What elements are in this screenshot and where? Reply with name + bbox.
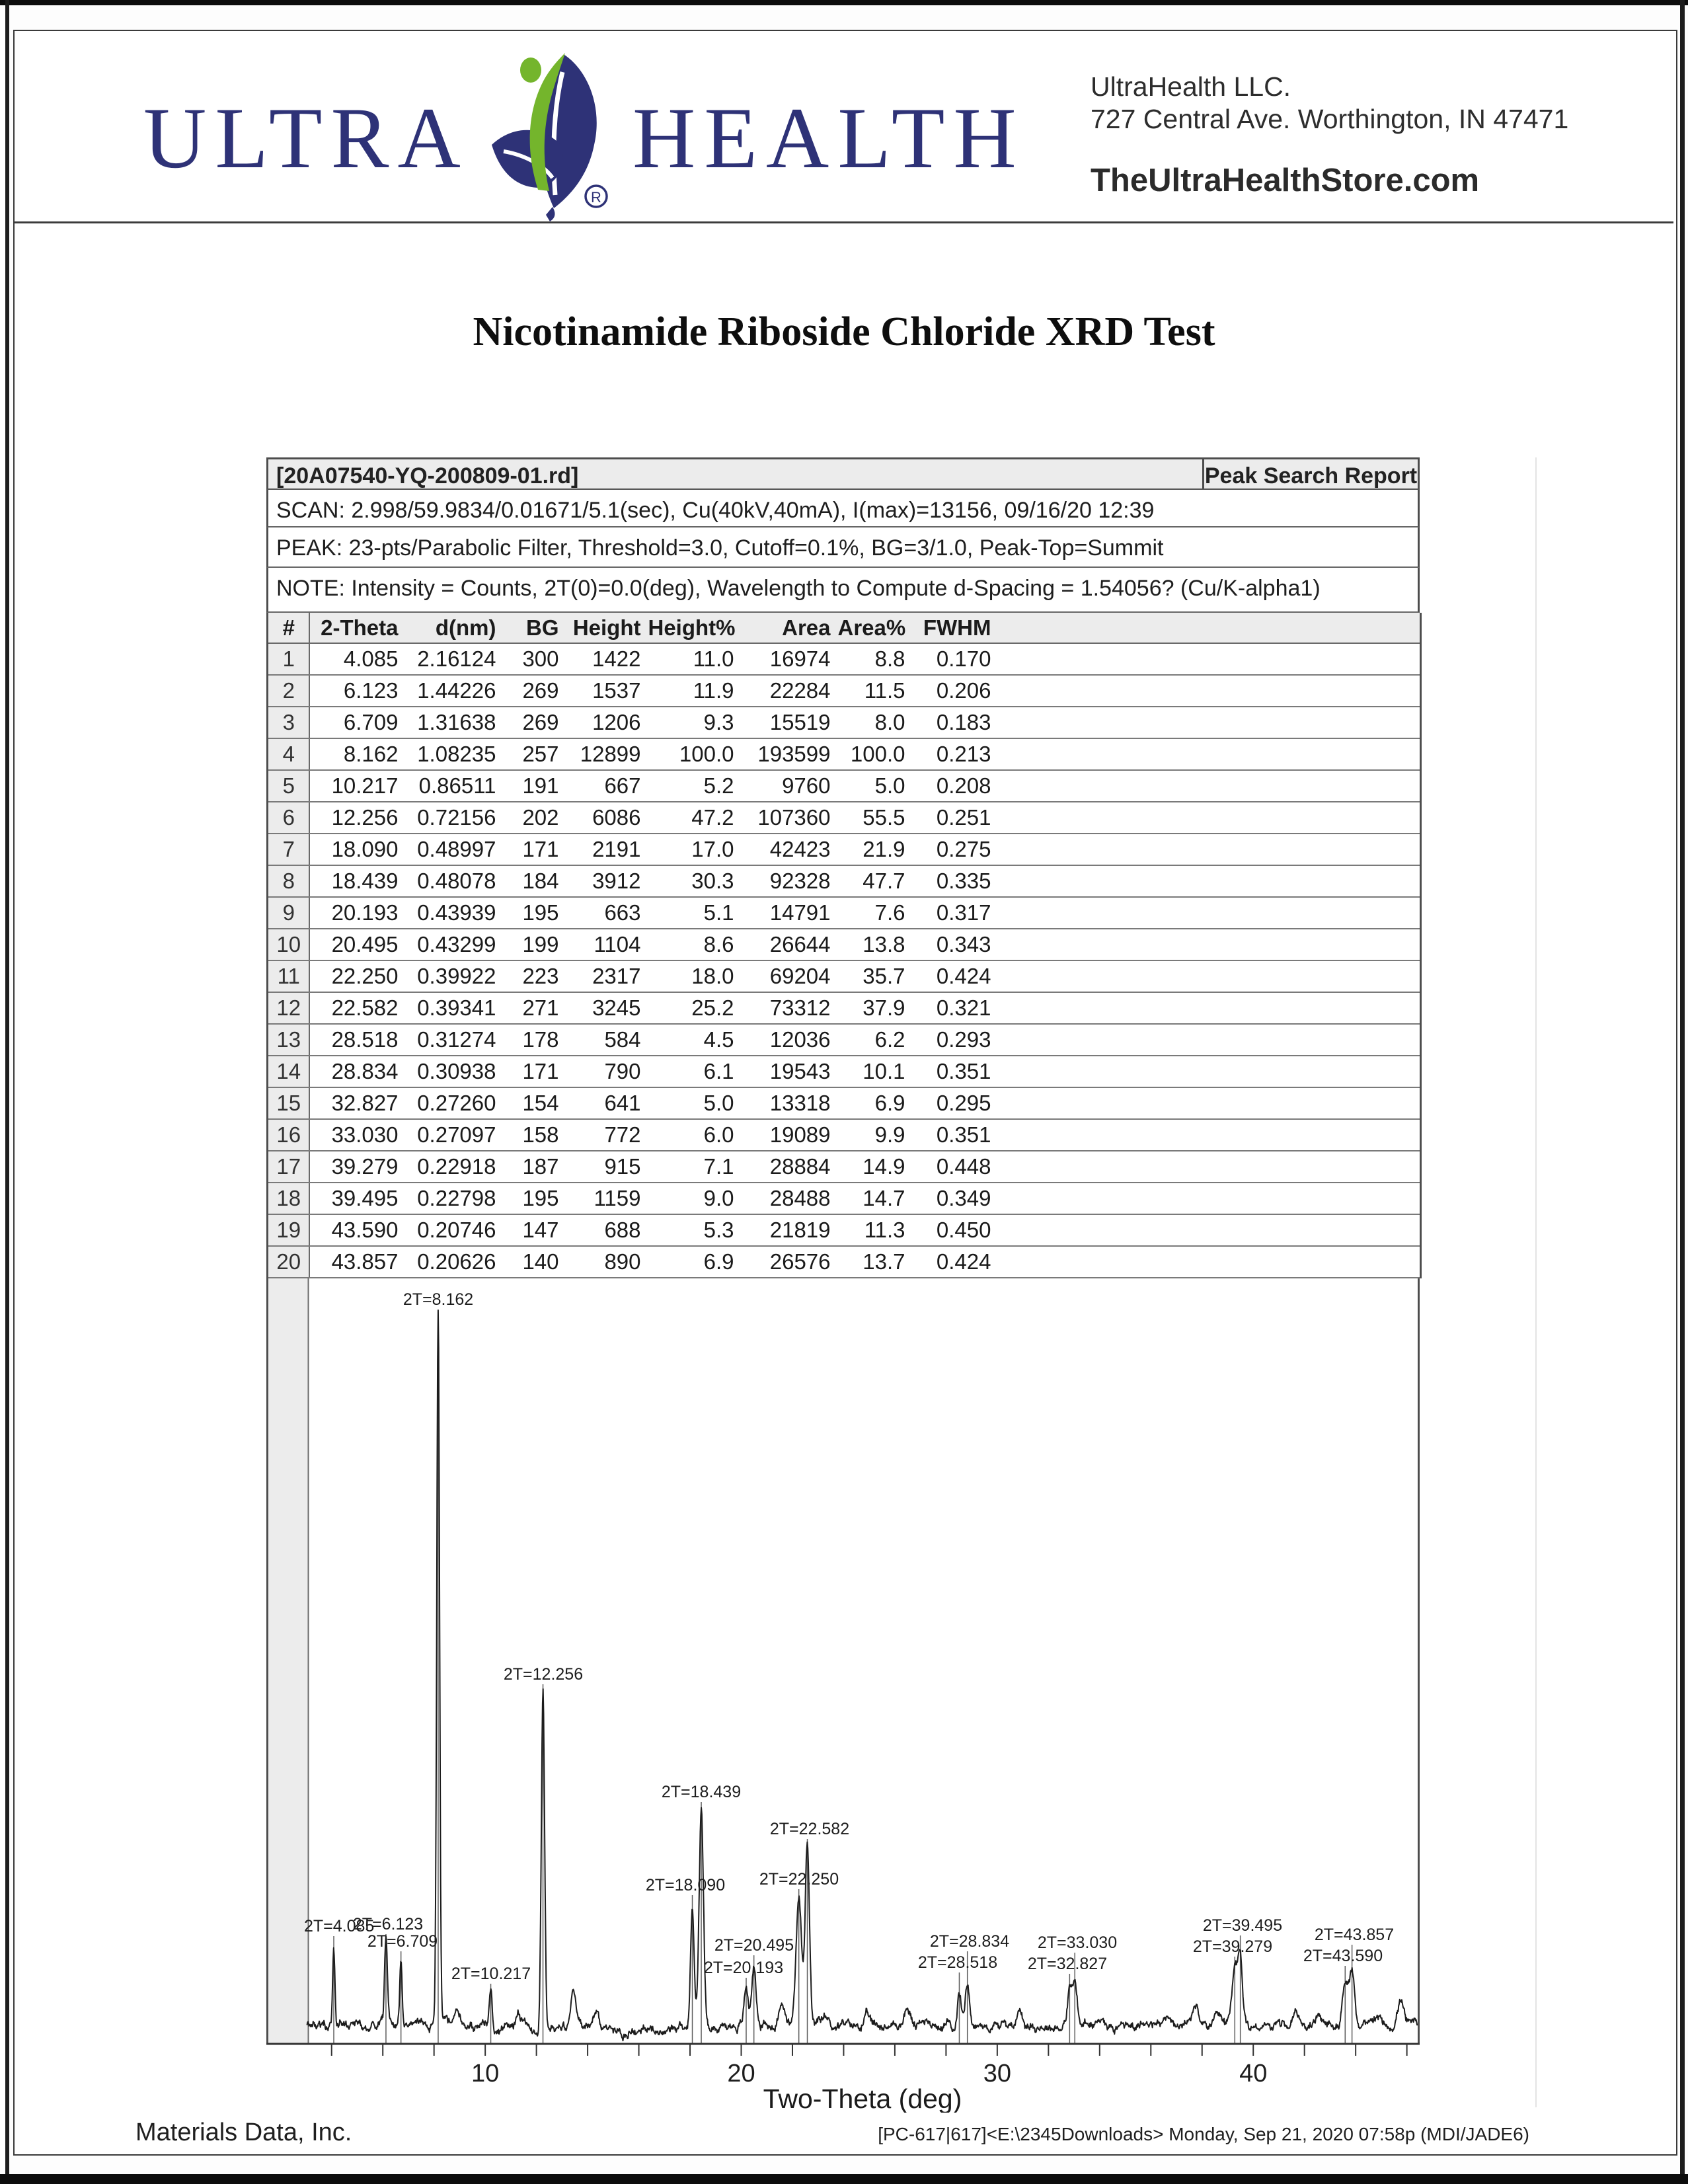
cell: 5.1 (648, 897, 741, 929)
cell: 0.295 (912, 1087, 998, 1119)
cell: 6.2 (837, 1024, 912, 1056)
cell: 3245 (566, 992, 648, 1024)
table-row (268, 1024, 1421, 1056)
peak-label: 2T=18.090 (645, 1876, 726, 1894)
cell: 32.827 (309, 1087, 405, 1119)
table-row (268, 675, 1421, 707)
cell: 30.3 (648, 865, 741, 897)
peak-label: 2T=8.162 (403, 1290, 474, 1309)
cell: 0.20626 (405, 1246, 503, 1278)
cell: 5 (268, 770, 309, 802)
cell: 158 (503, 1119, 566, 1151)
cell: 5.3 (648, 1214, 741, 1246)
cell: 22.582 (309, 992, 405, 1024)
cell: 178 (503, 1024, 566, 1056)
cell: 6.1 (648, 1056, 741, 1087)
cell: 55.5 (837, 802, 912, 834)
cell: 6.0 (648, 1119, 741, 1151)
cell: 199 (503, 929, 566, 960)
logo-word-ultra: ULTRA (143, 89, 469, 186)
cell: 21819 (741, 1214, 837, 1246)
cell: 21.9 (837, 834, 912, 865)
company-street: 727 Central Ave. Worthington, IN 47471 (1091, 104, 1569, 134)
cell: 43.857 (309, 1246, 405, 1278)
footer-fileinfo: [PC-617|617]<E:\2345Downloads> Monday, Sep 21, 2020 07:58p (MDI/JADE6) (878, 2124, 1529, 2144)
cell: 12 (268, 992, 309, 1024)
table-row (268, 738, 1421, 770)
cell: 1159 (566, 1183, 648, 1214)
peak-label: 2T=6.709 (367, 1932, 438, 1951)
cell: 0.20746 (405, 1214, 503, 1246)
cell: 14.9 (837, 1151, 912, 1183)
cell: 0.43299 (405, 929, 503, 960)
cell: 195 (503, 897, 566, 929)
report-titlebar (266, 457, 1420, 490)
peak-label: 2T=20.193 (703, 1959, 784, 1977)
table-row (268, 865, 1421, 897)
cell: 187 (503, 1151, 566, 1183)
cell: 14.7 (837, 1183, 912, 1214)
table-row (268, 1214, 1421, 1246)
cell: 271 (503, 992, 566, 1024)
peak-label: 2T=28.834 (929, 1932, 1010, 1951)
cell: 300 (503, 643, 566, 675)
cell: 0.351 (912, 1056, 998, 1087)
cell: 47.2 (648, 802, 741, 834)
scan-parameters: SCAN: 2.998/59.9834/0.01671/5.1(sec), Cu(40kV,40mA), I(max)=13156, 09/16/20 12:39 (266, 490, 1420, 527)
cell: 8.0 (837, 707, 912, 738)
cell: 4.5 (648, 1024, 741, 1056)
cell: 14 (268, 1056, 309, 1087)
cell: 12899 (566, 738, 648, 770)
scan-image-edge (1535, 457, 1537, 2107)
xrd-chart (266, 1278, 1420, 2113)
cell: 1 (268, 643, 309, 675)
cell: 28488 (741, 1183, 837, 1214)
cell: 0.48997 (405, 834, 503, 865)
cell: 3912 (566, 865, 648, 897)
cell: 171 (503, 834, 566, 865)
peak-label: 2T=28.518 (917, 1953, 998, 1972)
column-header: FWHM (912, 613, 998, 643)
cell: 4 (268, 738, 309, 770)
cell: 0.343 (912, 929, 998, 960)
column-header: Height% (648, 613, 741, 643)
column-header: Area (741, 613, 837, 643)
table-row (268, 960, 1421, 992)
cell: 14791 (741, 897, 837, 929)
footer-vendor: Materials Data, Inc. (135, 2119, 352, 2146)
cell: 0.321 (912, 992, 998, 1024)
cell: 35.7 (837, 960, 912, 992)
cell: 6.123 (309, 675, 405, 707)
company-address (1091, 71, 1568, 136)
cell: 69204 (741, 960, 837, 992)
cell: 26644 (741, 929, 837, 960)
cell: 33.030 (309, 1119, 405, 1151)
cell: 0.275 (912, 834, 998, 865)
cell: 5.0 (837, 770, 912, 802)
peak-label: 2T=39.279 (1192, 1937, 1273, 1956)
cell: 147 (503, 1214, 566, 1246)
cell: 13318 (741, 1087, 837, 1119)
cell: 191 (503, 770, 566, 802)
cell: 790 (566, 1056, 648, 1087)
cell: 1104 (566, 929, 648, 960)
cell: 0.424 (912, 960, 998, 992)
cell: 1.44226 (405, 675, 503, 707)
peak-parameters: PEAK: 23-pts/Parabolic Filter, Threshold=3.0, Cutoff=0.1%, BG=3/1.0, Peak-Top=Summit (266, 527, 1420, 568)
peak-label: 2T=12.256 (503, 1665, 584, 1684)
peak-label: 2T=33.030 (1037, 1933, 1118, 1952)
page-border-top (0, 0, 1688, 5)
cell: 4.085 (309, 643, 405, 675)
cell: 195 (503, 1183, 566, 1214)
cell: 1.08235 (405, 738, 503, 770)
table-row (268, 1087, 1421, 1119)
cell: 0.206 (912, 675, 998, 707)
cell: 6.9 (648, 1246, 741, 1278)
cell: 9.3 (648, 707, 741, 738)
peak-label: 2T=4.085 (304, 1917, 375, 1935)
peak-label: 2T=22.582 (769, 1820, 850, 1838)
ultrahealth-leaf-logo-icon (485, 44, 617, 221)
cell: 107360 (741, 802, 837, 834)
table-row (268, 802, 1421, 834)
cell: 0.424 (912, 1246, 998, 1278)
table-row (268, 707, 1421, 738)
cell: 0.27097 (405, 1119, 503, 1151)
cell: 19543 (741, 1056, 837, 1087)
cell: 663 (566, 897, 648, 929)
cell: 6.709 (309, 707, 405, 738)
cell: 0.448 (912, 1151, 998, 1183)
cell: 171 (503, 1056, 566, 1087)
cell: 890 (566, 1246, 648, 1278)
cell: 8.6 (648, 929, 741, 960)
column-header: d(nm) (405, 613, 503, 643)
cell: 0.39341 (405, 992, 503, 1024)
page-border-left (5, 0, 9, 2184)
cell: 19 (268, 1214, 309, 1246)
cell: 2.16124 (405, 643, 503, 675)
cell: 269 (503, 707, 566, 738)
cell: 15 (268, 1087, 309, 1119)
cell: 154 (503, 1087, 566, 1119)
peak-label: 2T=6.123 (352, 1915, 424, 1933)
cell: 667 (566, 770, 648, 802)
cell: 5.0 (648, 1087, 741, 1119)
cell: 0.22798 (405, 1183, 503, 1214)
cell: 9760 (741, 770, 837, 802)
cell: 11.0 (648, 643, 741, 675)
x-axis-title: Two-Theta (deg) (763, 2084, 962, 2113)
cell: 10.217 (309, 770, 405, 802)
cell: 8.162 (309, 738, 405, 770)
cell: 8.8 (837, 643, 912, 675)
cell: 9.0 (648, 1183, 741, 1214)
peak-search-report (266, 457, 1420, 2113)
cell: 28.834 (309, 1056, 405, 1087)
column-header: BG (503, 613, 566, 643)
axis-tick-label: 10 (471, 2060, 500, 2087)
cell: 43.590 (309, 1214, 405, 1246)
cell: 1.31638 (405, 707, 503, 738)
page-title: Nicotinamide Riboside Chloride XRD Test (473, 309, 1215, 354)
cell: 915 (566, 1151, 648, 1183)
cell: 7.1 (648, 1151, 741, 1183)
cell: 73312 (741, 992, 837, 1024)
cell: 0.293 (912, 1024, 998, 1056)
cell: 0.86511 (405, 770, 503, 802)
cell: 25.2 (648, 992, 741, 1024)
cell: 17 (268, 1151, 309, 1183)
table-row (268, 1119, 1421, 1151)
column-header: Area% (837, 613, 912, 643)
cell: 0.349 (912, 1183, 998, 1214)
peak-label: 2T=10.217 (451, 1965, 531, 1983)
cell: 2317 (566, 960, 648, 992)
cell: 20 (268, 1246, 309, 1278)
cell: 688 (566, 1214, 648, 1246)
cell: 10 (268, 929, 309, 960)
table-row (268, 1151, 1421, 1183)
cell: 10.1 (837, 1056, 912, 1087)
cell: 11.5 (837, 675, 912, 707)
cell: 19089 (741, 1119, 837, 1151)
table-row (268, 992, 1421, 1024)
cell: 2 (268, 675, 309, 707)
cell: 3 (268, 707, 309, 738)
cell: 2191 (566, 834, 648, 865)
cell: 0.450 (912, 1214, 998, 1246)
cell: 0.43939 (405, 897, 503, 929)
cell: 257 (503, 738, 566, 770)
peak-table-header-row (268, 613, 1421, 643)
peak-label: 2T=22.250 (759, 1870, 839, 1889)
table-row (268, 1246, 1421, 1278)
cell: 12.256 (309, 802, 405, 834)
cell: 22.250 (309, 960, 405, 992)
table-row (268, 834, 1421, 865)
cell: 100.0 (648, 738, 741, 770)
peak-label: 2T=43.590 (1303, 1947, 1383, 1965)
cell: 0.170 (912, 643, 998, 675)
table-row (268, 643, 1421, 675)
svg-text:R: R (591, 189, 601, 206)
peak-label: 2T=43.857 (1314, 1926, 1395, 1944)
cell: 1206 (566, 707, 648, 738)
axis-tick-label: 20 (727, 2060, 755, 2087)
header-divider (15, 221, 1673, 223)
cell: 0.335 (912, 865, 998, 897)
cell: 37.9 (837, 992, 912, 1024)
cell: 13 (268, 1024, 309, 1056)
cell: 18.439 (309, 865, 405, 897)
cell: 11.9 (648, 675, 741, 707)
cell: 0.27260 (405, 1087, 503, 1119)
table-row (268, 929, 1421, 960)
cell: 7 (268, 834, 309, 865)
cell: 0.213 (912, 738, 998, 770)
cell: 22284 (741, 675, 837, 707)
column-header: # (268, 613, 309, 643)
cell: 92328 (741, 865, 837, 897)
cell: 223 (503, 960, 566, 992)
column-header: Height (566, 613, 648, 643)
cell: 9 (268, 897, 309, 929)
cell: 140 (503, 1246, 566, 1278)
cell: 0.31274 (405, 1024, 503, 1056)
cell: 0.48078 (405, 865, 503, 897)
note-line: NOTE: Intensity = Counts, 2T(0)=0.0(deg), Wavelength to Compute d-Spacing = 1.54056? (Cu/K-alpha1) (266, 568, 1420, 613)
peak-label: 2T=39.495 (1202, 1916, 1283, 1935)
cell: 28884 (741, 1151, 837, 1183)
cell: 0.30938 (405, 1056, 503, 1087)
cell: 269 (503, 675, 566, 707)
peak-label: 2T=32.827 (1027, 1955, 1108, 1973)
cell: 13.8 (837, 929, 912, 960)
cell: 7.6 (837, 897, 912, 929)
column-header: 2-Theta (309, 613, 405, 643)
table-row (268, 897, 1421, 929)
cell: 6.9 (837, 1087, 912, 1119)
cell: 6 (268, 802, 309, 834)
table-row (268, 1056, 1421, 1087)
table-row (268, 770, 1421, 802)
cell: 184 (503, 865, 566, 897)
cell: 11 (268, 960, 309, 992)
cell: 18 (268, 1183, 309, 1214)
cell: 0.251 (912, 802, 998, 834)
cell: 202 (503, 802, 566, 834)
report-type-label: Peak Search Report (1204, 463, 1418, 488)
cell: 18.0 (648, 960, 741, 992)
cell: 641 (566, 1087, 648, 1119)
cell: 16974 (741, 643, 837, 675)
peak-table (266, 613, 1422, 1278)
cell: 18.090 (309, 834, 405, 865)
cell: 17.0 (648, 834, 741, 865)
cell: 772 (566, 1119, 648, 1151)
cell: 13.7 (837, 1246, 912, 1278)
peak-label: 2T=18.439 (661, 1783, 742, 1801)
cell: 9.9 (837, 1119, 912, 1151)
cell: 0.351 (912, 1119, 998, 1151)
xrd-chart-svg (266, 1278, 1420, 2113)
cell: 16 (268, 1119, 309, 1151)
cell: 584 (566, 1024, 648, 1056)
cell: 28.518 (309, 1024, 405, 1056)
cell: 15519 (741, 707, 837, 738)
cell: 0.317 (912, 897, 998, 929)
axis-tick-label: 40 (1239, 2060, 1268, 2087)
company-name: UltraHealth LLC. (1091, 71, 1291, 102)
axis-tick-label: 30 (983, 2060, 1012, 2087)
cell: 39.279 (309, 1151, 405, 1183)
cell: 20.193 (309, 897, 405, 929)
cell: 0.39922 (405, 960, 503, 992)
cell: 0.72156 (405, 802, 503, 834)
cell: 26576 (741, 1246, 837, 1278)
cell: 0.208 (912, 770, 998, 802)
cell: 1422 (566, 643, 648, 675)
content-card (13, 30, 1677, 2156)
logo-word-health: HEALTH (633, 89, 1025, 186)
cell: 100.0 (837, 738, 912, 770)
cell: 0.22918 (405, 1151, 503, 1183)
cell: 11.3 (837, 1214, 912, 1246)
cell: 8 (268, 865, 309, 897)
cell: 47.7 (837, 865, 912, 897)
cell: 20.495 (309, 929, 405, 960)
cell: 42423 (741, 834, 837, 865)
chart-left-strip (266, 1278, 308, 2044)
table-row (268, 1183, 1421, 1214)
page-border-right (1680, 0, 1685, 2184)
cell: 5.2 (648, 770, 741, 802)
report-filename: [20A07540-YQ-200809-01.rd] (268, 459, 1204, 488)
company-website: TheUltraHealthStore.com (1091, 163, 1480, 198)
cell: 0.183 (912, 707, 998, 738)
page-border-bottom (0, 2174, 1688, 2184)
cell: 39.495 (309, 1183, 405, 1214)
cell: 1537 (566, 675, 648, 707)
peak-label: 2T=20.495 (714, 1936, 794, 1955)
cell: 193599 (741, 738, 837, 770)
cell: 6086 (566, 802, 648, 834)
cell: 12036 (741, 1024, 837, 1056)
